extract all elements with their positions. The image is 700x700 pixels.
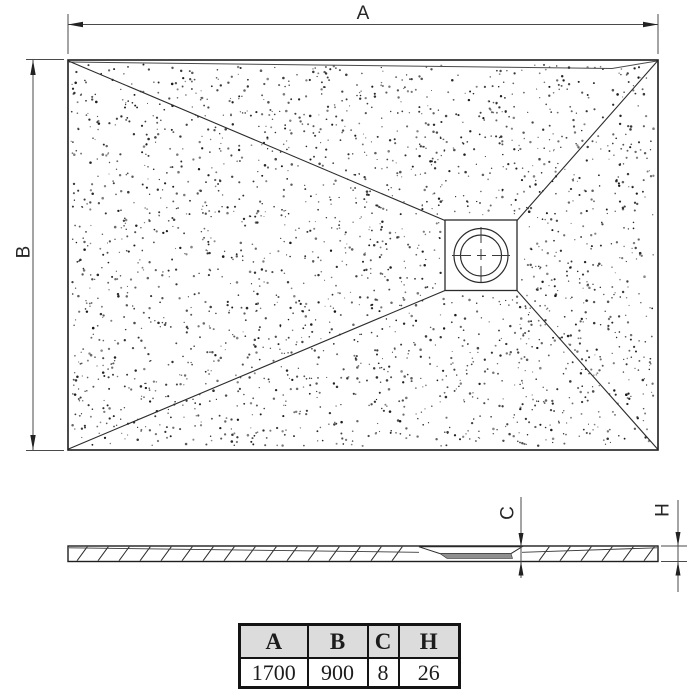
table-value-h: 26 <box>399 658 460 688</box>
table-value-row <box>240 658 460 688</box>
table-value-a: 1700 <box>240 658 308 688</box>
top-view <box>68 60 658 450</box>
dim-a-arrow-right <box>643 22 658 27</box>
table-header-b: B <box>308 625 368 659</box>
dimension-b <box>14 60 65 451</box>
dim-b-arrow-bottom <box>30 435 35 450</box>
dim-c-arrow-bottom <box>519 562 524 576</box>
drain-recess-fill <box>440 554 513 559</box>
dimension-c <box>498 497 524 578</box>
dim-h-label: H <box>652 503 674 517</box>
dimensions-table <box>238 623 461 689</box>
table-header-h: H <box>399 625 460 659</box>
dim-a-label: A <box>356 3 370 24</box>
dim-c-label: C <box>497 506 519 520</box>
table-header-a: A <box>240 625 308 659</box>
side-view <box>56 546 658 562</box>
dimension-a <box>68 3 658 54</box>
dim-h-arrow-top <box>676 532 681 546</box>
table-value-b: 900 <box>308 658 368 688</box>
table-header-c: C <box>368 625 399 659</box>
dim-h-arrow-bottom <box>676 562 681 576</box>
dim-b-arrow-top <box>30 60 35 75</box>
table-value-c: 8 <box>368 658 399 688</box>
table-header-row <box>240 625 460 659</box>
dim-c-arrow-top <box>519 533 524 547</box>
dim-b-label: B <box>13 245 35 259</box>
dim-a-arrow-left <box>68 22 83 27</box>
